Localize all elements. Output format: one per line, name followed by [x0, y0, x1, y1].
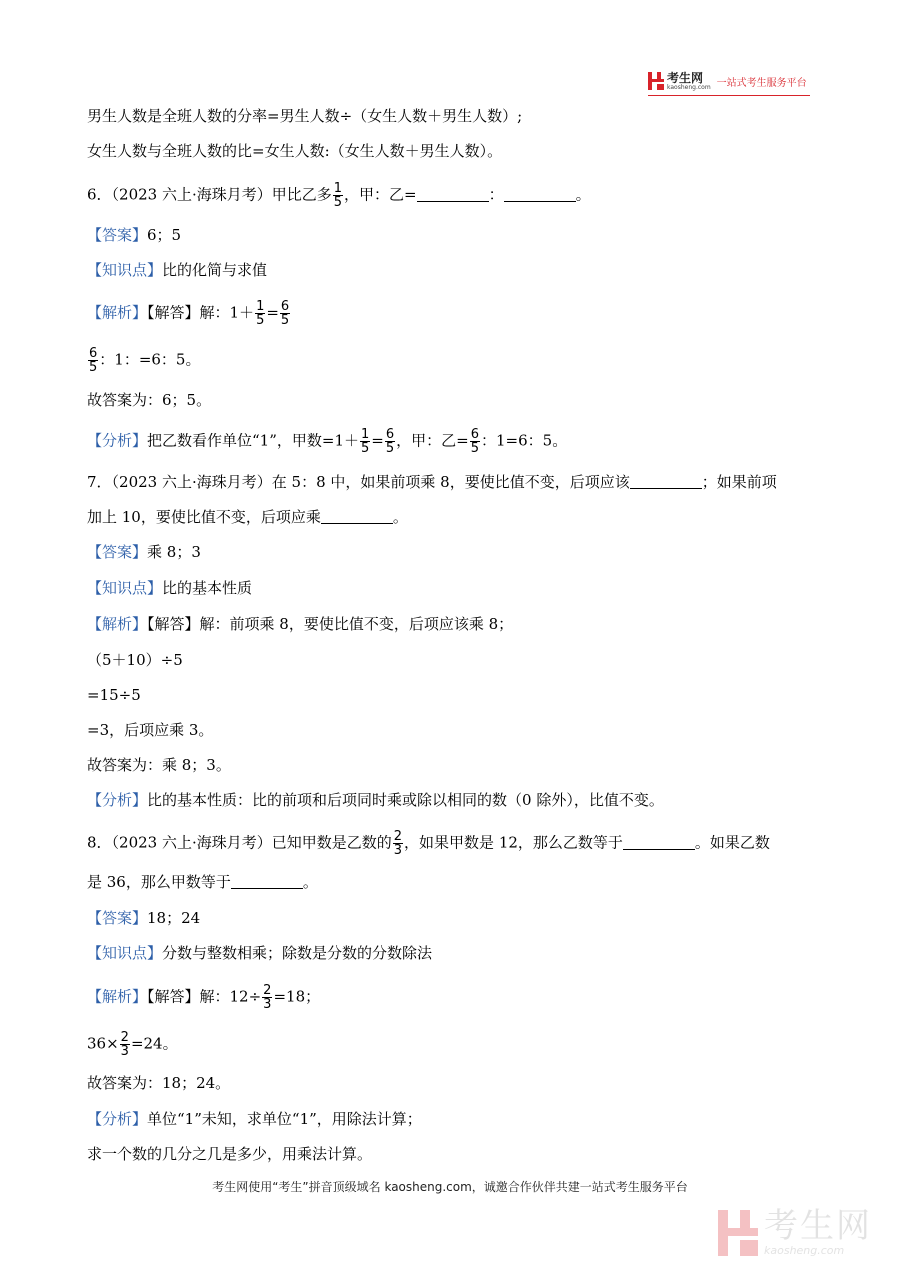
knowledge-tag: 【知识点】	[87, 944, 163, 962]
question-text: ；如果前项	[701, 473, 777, 491]
fraction	[88, 347, 98, 374]
answer-blank	[321, 509, 393, 524]
question-text: 是 36，那么甲数等于	[87, 873, 231, 891]
denominator: 5	[333, 195, 343, 210]
denominator: 3	[263, 997, 272, 1012]
question-text: 7．（2023 六上·海珠月考）在 5：8 中，如果前项乘 8，要使比值不变，后项应该	[87, 473, 630, 491]
numerator: 6	[89, 346, 98, 361]
fenxi-text: 单位“1”未知，求单位“1”，用除法计算；	[147, 1110, 422, 1128]
question-text: 6．（2023 六上·海珠月考）甲比乙多	[87, 185, 332, 204]
equals: =	[266, 303, 279, 322]
step-text: 36×	[87, 1034, 119, 1053]
numerator: 6	[385, 427, 395, 442]
denominator: 3	[393, 843, 403, 858]
answer-line	[87, 225, 181, 245]
page-footer: 考生网使用“考生”拼音顶级域名 kaosheng.com，诚邀合作伙伴共建一站式考生服务平台	[212, 1180, 688, 1194]
step-line: （5＋10）÷5	[87, 651, 183, 669]
knowledge-tag: 【知识点】	[87, 579, 163, 597]
knowledge-line	[87, 260, 267, 280]
knowledge-tag: 【知识点】	[87, 261, 163, 279]
answer-tag: 【答案】	[87, 909, 148, 927]
denominator: 5	[280, 313, 290, 328]
answer-blank	[630, 474, 702, 489]
question-8-line2	[87, 872, 318, 892]
fraction	[393, 830, 403, 857]
step-line: =15÷5	[87, 686, 141, 704]
knowledge-text: 分数与整数相乘；除数是分数的分数除法	[162, 944, 433, 962]
fraction	[385, 428, 395, 455]
answer-blank	[417, 187, 489, 202]
separator: ：	[488, 185, 504, 204]
equals: =	[371, 431, 384, 450]
question-text: ，甲：乙=	[344, 185, 417, 204]
question-text: 。	[302, 873, 318, 891]
step-line	[87, 347, 200, 374]
knowledge-text: 比的基本性质	[162, 579, 253, 597]
header-divider	[648, 95, 810, 96]
step-text: ：1：=6：5。	[99, 350, 201, 369]
numerator: 1	[361, 427, 370, 442]
numerator: 6	[280, 299, 290, 314]
solve-text: 【解答】解：12÷	[147, 987, 262, 1006]
watermark-text-block	[764, 1208, 872, 1257]
answer-text: 18；24	[147, 909, 201, 927]
numerator: 2	[393, 829, 403, 844]
numerator: 2	[120, 1030, 129, 1045]
watermark-logo-icon	[718, 1210, 758, 1256]
answer-blank	[504, 187, 576, 202]
logo-name: 考生网	[667, 70, 704, 85]
answer-text: 6；5	[147, 226, 182, 244]
fraction	[470, 428, 480, 455]
step-text: =24。	[130, 1034, 178, 1053]
answer-blank	[623, 835, 695, 850]
answer-blank	[231, 874, 303, 889]
answer-text: 乘 8；3	[147, 543, 201, 561]
denominator: 5	[256, 313, 265, 328]
solve-text: 【解答】解：前项乘 8，要使比值不变，后项应该乘 8；	[147, 615, 514, 633]
fenxi-line-2: 求一个数的几分之几是多少，用乘法计算。	[87, 1145, 373, 1163]
conclusion-line: 故答案为：乘 8；3。	[87, 756, 231, 774]
analysis-line	[87, 984, 320, 1011]
question-text: 加上 10，要使比值不变，后项应乘	[87, 508, 321, 526]
solve-text: 【解答】解：1＋	[147, 303, 255, 322]
text-line: 女生人数与全班人数的比=女生人数:（女生人数＋男生人数）。	[87, 142, 503, 160]
denominator: 5	[361, 441, 370, 456]
question-7-line2	[87, 507, 408, 527]
fenxi-tag: 【分析】	[87, 431, 148, 450]
fenxi-text: ：1=6：5。	[481, 431, 568, 450]
question-8	[87, 830, 770, 857]
fenxi-line	[87, 790, 664, 810]
step-line: =3，后项应乘 3。	[87, 721, 214, 739]
question-text: 。	[392, 508, 408, 526]
fenxi-line	[87, 1109, 422, 1129]
knowledge-line	[87, 578, 252, 598]
fraction	[360, 428, 370, 455]
denominator: 5	[470, 441, 480, 456]
watermark	[718, 1208, 872, 1257]
fenxi-text: ，甲：乙=	[396, 431, 469, 450]
step-line	[87, 1031, 178, 1058]
logo-text	[667, 72, 711, 91]
logo-domain: kaosheng.com	[667, 83, 711, 91]
knowledge-line	[87, 943, 432, 963]
answer-line	[87, 542, 201, 562]
header-logo	[648, 70, 807, 92]
question-6	[87, 182, 591, 209]
question-text: 。如果乙数	[694, 833, 770, 852]
knowledge-text: 比的化简与求值	[162, 261, 268, 279]
analysis-line	[87, 300, 291, 327]
answer-tag: 【答案】	[87, 226, 148, 244]
fraction	[262, 984, 272, 1011]
denominator: 5	[385, 441, 395, 456]
fraction	[333, 182, 343, 209]
denominator: 5	[89, 360, 98, 375]
fraction	[120, 1031, 130, 1058]
question-7	[87, 472, 777, 492]
numerator: 2	[263, 983, 272, 998]
fraction	[280, 300, 290, 327]
analysis-tag: 【解析】	[87, 987, 148, 1006]
fenxi-line	[87, 428, 567, 455]
numerator: 1	[256, 299, 265, 314]
question-text: 8．（2023 六上·海珠月考）已知甲数是乙数的	[87, 833, 392, 852]
fenxi-text: 比的基本性质：比的前项和后项同时乘或除以相同的数（0 除外），比值不变。	[147, 791, 664, 809]
fraction	[255, 300, 265, 327]
solve-text: =18；	[273, 987, 321, 1006]
answer-tag: 【答案】	[87, 543, 148, 561]
denominator: 3	[120, 1044, 129, 1059]
answer-line	[87, 908, 200, 928]
fenxi-text: 把乙数看作单位“1”，甲数=1＋	[147, 431, 360, 450]
question-text: ，如果甲数是 12，那么乙数等于	[404, 833, 623, 852]
conclusion-line: 故答案为：18；24。	[87, 1074, 231, 1092]
text-line: 男生人数是全班人数的分率=男生人数÷（女生人数＋男生人数）;	[87, 107, 523, 125]
watermark-domain: kaosheng.com	[764, 1244, 845, 1257]
conclusion-line: 故答案为：6；5。	[87, 391, 212, 409]
numerator: 6	[470, 427, 480, 442]
analysis-tag: 【解析】	[87, 615, 148, 633]
numerator: 1	[333, 181, 343, 196]
question-text: 。	[575, 185, 591, 204]
kaosheng-logo-icon	[648, 72, 664, 90]
analysis-line	[87, 614, 513, 634]
fenxi-tag: 【分析】	[87, 791, 148, 809]
watermark-text: 考生网	[764, 1206, 872, 1246]
header-slogan: 一站式考生服务平台	[716, 77, 807, 89]
analysis-tag: 【解析】	[87, 303, 148, 322]
fenxi-tag: 【分析】	[87, 1110, 148, 1128]
